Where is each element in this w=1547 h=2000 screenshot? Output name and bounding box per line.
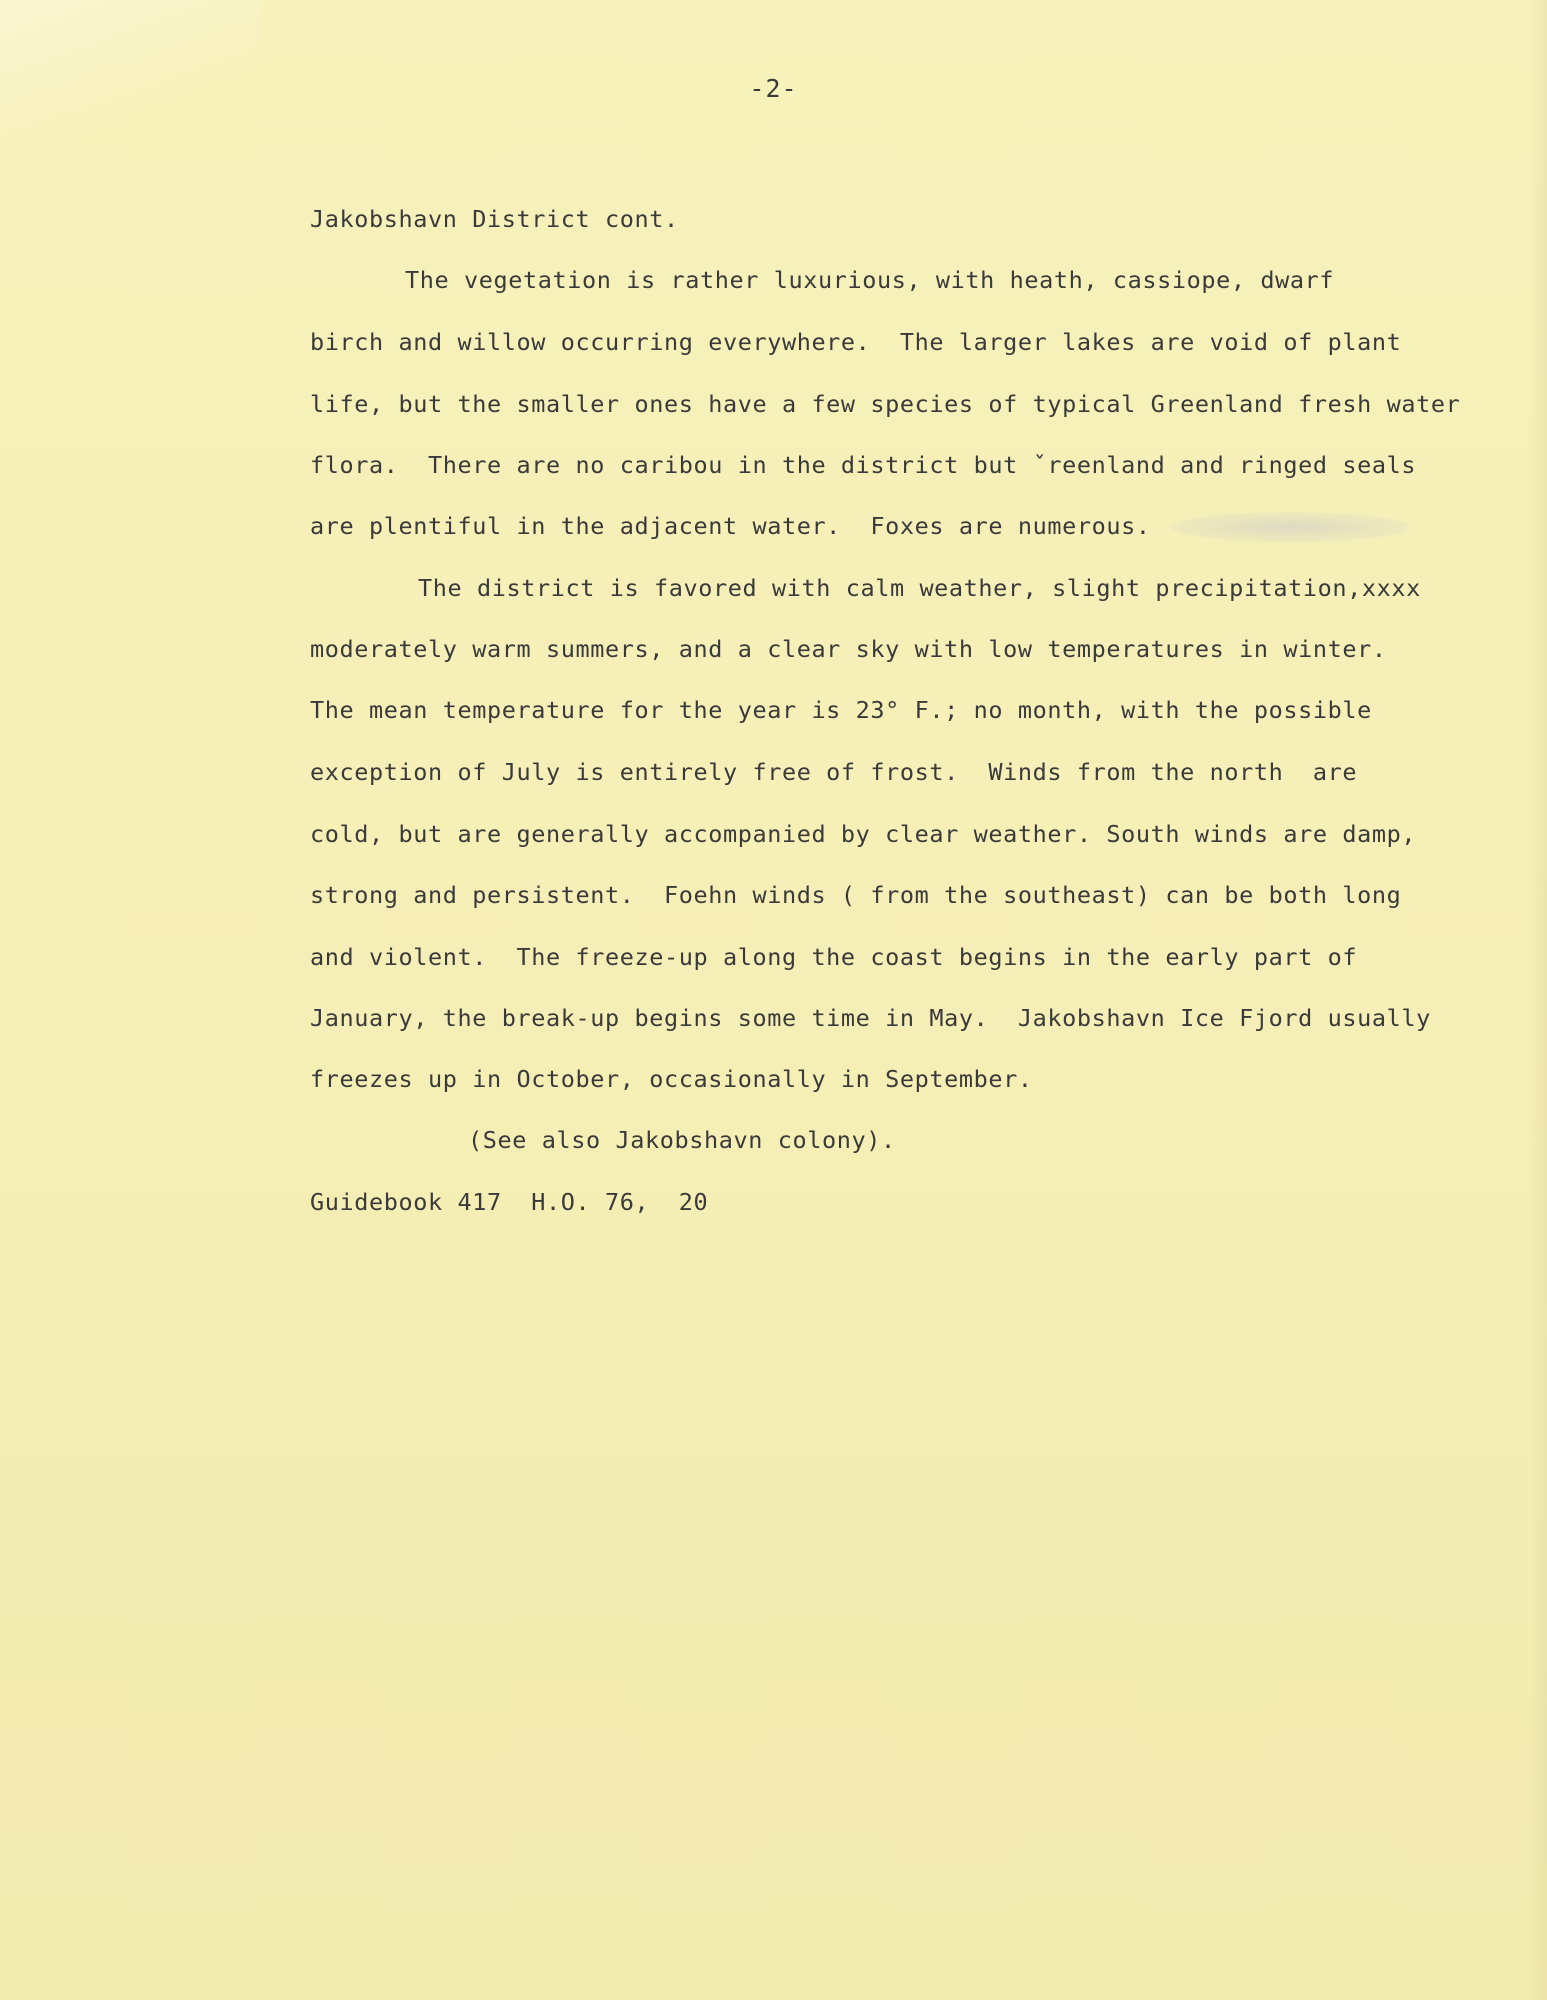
paragraph-line: are plentiful in the adjacent water. Foxes are numerous. [310, 512, 1151, 540]
paragraph-line: flora. There are no caribou in the district but ˇreenland and ringed seals [310, 451, 1417, 479]
source-citation: Guidebook 417 H.O. 76, 20 [310, 1188, 709, 1216]
paragraph-line: The district is favored with calm weather, slight precipitation,xxxx [418, 574, 1421, 602]
paragraph-line: and violent. The freeze-up along the coast begins in the early part of [310, 943, 1358, 971]
section-heading: Jakobshavn District cont. [310, 205, 679, 233]
paragraph-line: strong and persistent. Foehn winds ( from the southeast) can be both long [310, 881, 1402, 909]
paragraph-line: freezes up in October, occasionally in September. [310, 1065, 1033, 1093]
paper-crease [0, 0, 260, 140]
page-number: -2- [749, 74, 798, 103]
cross-reference: (See also Jakobshavn colony). [468, 1126, 896, 1154]
paragraph-line: life, but the smaller ones have a few species of typical Greenland fresh water [310, 390, 1461, 418]
paragraph-line: The vegetation is rather luxurious, with heath, cassiope, dwarf [405, 266, 1335, 294]
paper-edge-shadow [1529, 0, 1547, 2000]
paragraph-line: The mean temperature for the year is 23° F.; no month, with the possible [310, 696, 1372, 724]
paragraph-line: birch and willow occurring everywhere. The larger lakes are void of plant [310, 328, 1402, 356]
paragraph-line: moderately warm summers, and a clear sky with low temperatures in winter. [310, 635, 1387, 663]
erasure-smudge [1170, 512, 1410, 542]
paragraph-line: exception of July is entirely free of frost. Winds from the north are [310, 758, 1358, 786]
paragraph-line: January, the break-up begins some time in May. Jakobshavn Ice Fjord usually [310, 1004, 1431, 1032]
paragraph-line: cold, but are generally accompanied by clear weather. South winds are damp, [310, 820, 1417, 848]
